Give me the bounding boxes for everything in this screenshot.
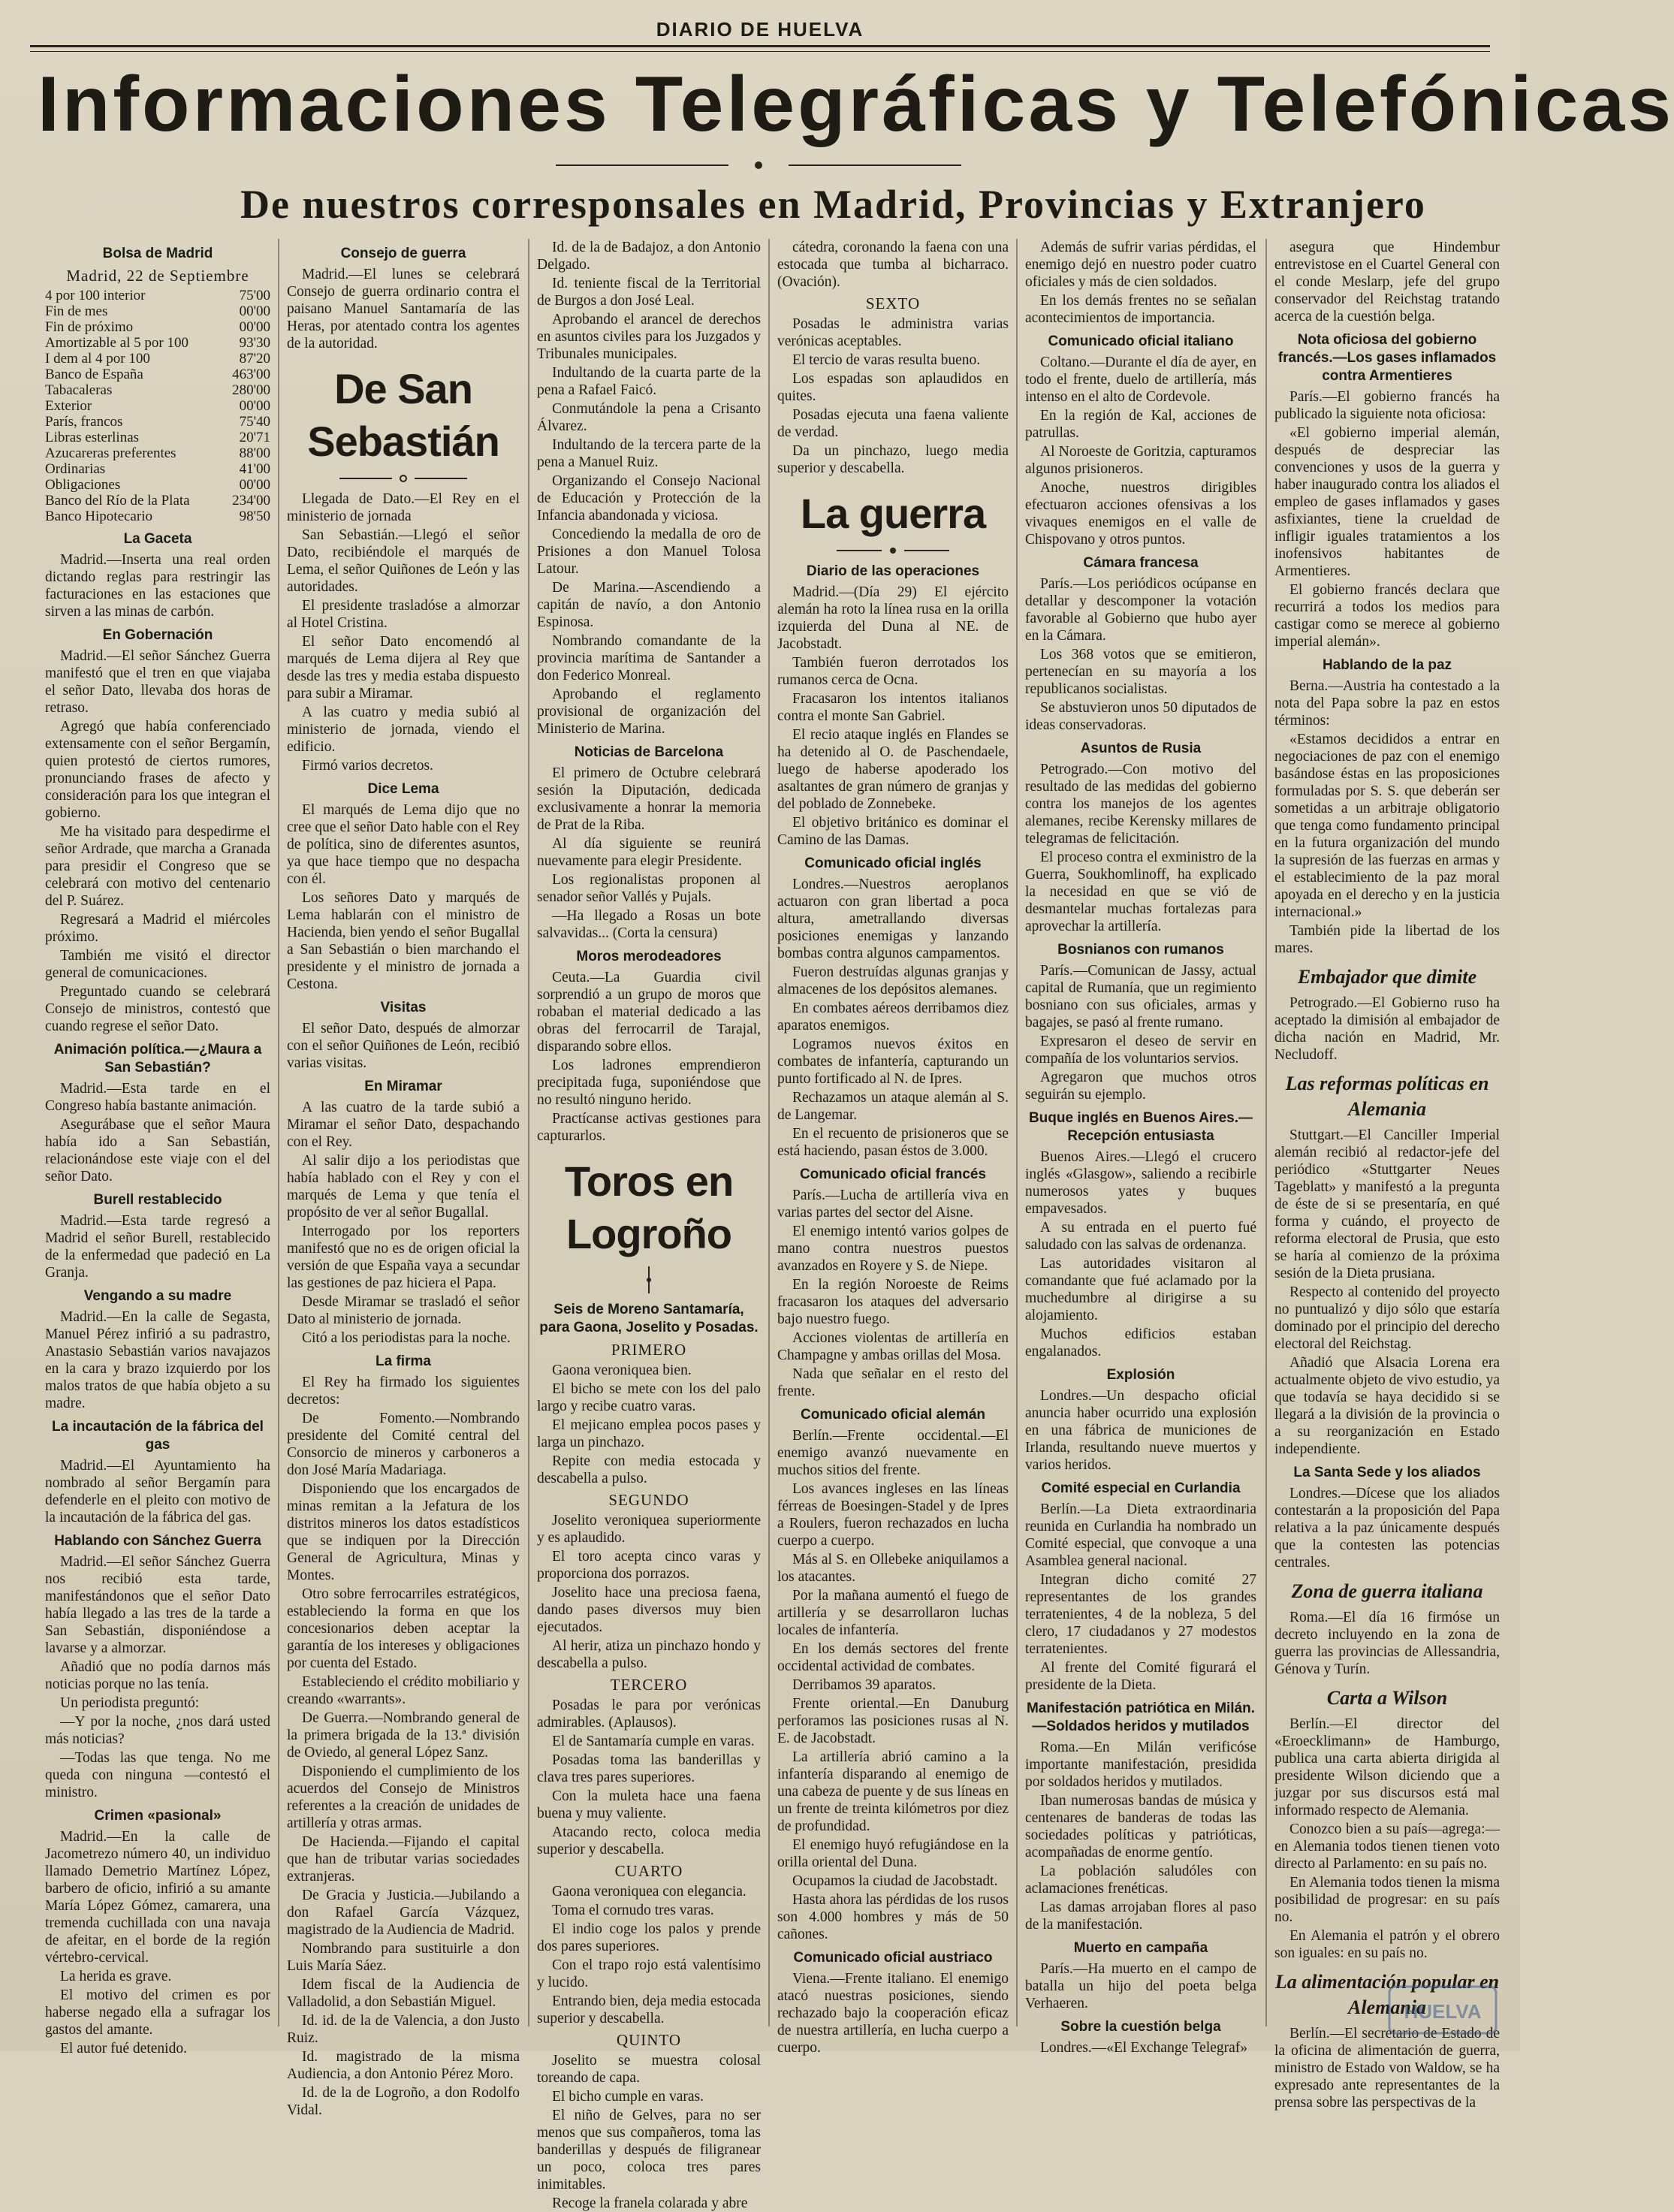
paragraph: Otro sobre ferrocarriles estratégicos, estableciendo la forma en que los concesionarios deben aceptar la garantía de los intereses y obligaciones por cuenta del Estado. [287, 1586, 520, 1671]
paragraph: Gaona veroniquea con elegancia. [552, 1884, 747, 1900]
paragraph: Madrid.—El señor Sánchez Guerra manifestó que el tren en que viajaba el señor Dato, llevaba dos horas de retraso. [45, 648, 270, 716]
bolsa-table [45, 288, 270, 524]
paragraph: El toro acepta cinco varas y proporciona dos porrazos. [537, 1549, 761, 1582]
paragraph: El indio coge los palos y prende dos pares superiores. [537, 1921, 761, 1954]
bolsa-title: Bolsa de Madrid [102, 246, 213, 261]
toro-heading: PRIMERO [611, 1341, 687, 1359]
paragraph: Frente oriental.—En Danuburg perforamos las posiciones rusas al N. E. de Jacobstadt. [777, 1696, 1009, 1746]
paragraph: Por la mañana aumentó el fuego de artillería y se desarrollaron luchas locales de infantería. [777, 1588, 1009, 1638]
section-heading: Comunicado oficial italiano [1048, 333, 1234, 349]
paragraph: Logramos nuevos éxitos en combates de infantería, capturando un punto fortificado al N. de Ipres. [777, 1037, 1009, 1087]
paragraph: De Marina.—Ascendiendo a capitán de navío, a don Antonio Espinosa. [537, 580, 761, 630]
section-heading: Manifestación patriótica en Milán.—Soldados heridos y mutilados [1026, 1700, 1256, 1734]
toro-heading: QUINTO [616, 2031, 682, 2049]
paragraph: París.—Ha muerto en el campo de batalla un hijo del poeta belga Verhaeren. [1025, 1961, 1256, 2011]
paragraph: París.—Lucha de artillería viva en varias partes del sector del Aisne. [777, 1187, 1009, 1221]
section-heading: En Miramar [364, 1079, 442, 1094]
paragraph: Nada que señalar en el resto del frente. [777, 1366, 1009, 1399]
paragraph: Añadió que no podía darnos más noticias porque no las tenía. [45, 1659, 270, 1692]
paragraph: Concediendo la medalla de oro de Prisiones a don Manuel Tolosa Latour. [537, 527, 761, 577]
bolsa-label: Fin de próximo [45, 319, 134, 335]
paragraph: Londres.—Dícese que los aliados contestarán a la proposición del Papa relativa a la paz únicamente después que la contesten las potencias centrales. [1274, 1486, 1500, 1571]
bolsa-row [45, 351, 270, 367]
paragraph: Madrid.—(Día 29) El ejército alemán ha roto la línea rusa en la orilla izquierda del Duna al NE. de Jacobstadt. [777, 584, 1009, 652]
column-6 [1274, 239, 1500, 2111]
paragraph: —Todas las que tenga. No me queda con ninguna —contestó el ministro. [45, 1750, 270, 1800]
section-heading: Hablando de la paz [1322, 657, 1452, 673]
ornament-rule [837, 545, 949, 557]
paragraph: El primero de Octubre celebrará sesión la Diputación, dedicada exclusivamente a honrar la memoria de Prat de la Riba. [537, 765, 761, 833]
paragraph: Roma.—El día 16 firmóse un decreto incluyendo en la zona de guerra las provincias de Allessandria, Génova y Turín. [1274, 1610, 1500, 1677]
paragraph: Rechazamos un ataque alemán al S. de Langemar. [777, 1090, 1009, 1123]
section-heading: Burell restablecido [93, 1192, 222, 1208]
paragraph: Nombrando para sustituirle a don Luis María Sáez. [287, 1941, 520, 1974]
section-heading: Diario de las operaciones [806, 563, 980, 579]
paragraph: El señor Dato, después de almorzar con el señor Quiñones de León, recibió varias visitas. [287, 1021, 520, 1071]
section-heading: Sobre la cuestión belga [1060, 2019, 1221, 2035]
paragraph: Joselito hace una preciosa faena, dando pases diversos muy bien ejecutados. [537, 1585, 761, 1635]
library-stamp-seal [1386, 1984, 1499, 2036]
paragraph: A las cuatro y media subió al ministerio de jornada, viendo el edificio. [287, 705, 520, 755]
column-rule [768, 239, 770, 2026]
paragraph: Iban numerosas bandas de música y centenares de banderas de todas las sociedades políticas y patrióticas, acompañadas de enorme gentío. [1025, 1793, 1256, 1860]
paragraph: Stuttgart.—El Canciller Imperial alemán recibió al redactor-jefe del periódico «Stuttgarter Neues Tageblatt» y manifestó a la pregunta de éste de si se presentaría, en qué forma y cuándo, el proyecto de reforma electoral de Prusia, que esto se haría al comienzo de la próxima sesión de la Dieta prusiana. [1274, 1127, 1500, 1281]
section-heading: Hablando con Sánchez Guerra [54, 1533, 261, 1549]
section-heading: Dice Lema [367, 781, 439, 797]
bolsa-value: 00'00 [239, 303, 270, 319]
paragraph: El niño de Gelves, para no ser menos que sus compañeros, toma las banderillas y después de filigranear un poco, coloca tres pares inimitables. [537, 2108, 761, 2192]
paragraph: Fueron destruídas algunas granjas y almacenes de los depósitos alemanes. [777, 964, 1009, 997]
bolsa-label: Ordinarias [45, 461, 106, 477]
paragraph: De Hacienda.—Fijando el capital que han de tributar varias sociedades extranjeras. [287, 1834, 520, 1885]
paragraph: Indultando de la tercera parte de la pena a Manuel Ruiz. [537, 437, 761, 470]
paragraph: De Gracia y Justicia.—Jubilando a don Rafael García Vázquez, magistrado de la Audiencia de Madrid. [287, 1888, 520, 1938]
bolsa-row [45, 335, 270, 351]
toros-sexto: SEXTO [865, 294, 921, 312]
toro-heading: TERCERO [610, 1676, 688, 1694]
paragraph: Posadas le administra varias verónicas aceptables. [777, 316, 1009, 349]
masthead-title: Informaciones Telegráficas y Telefónicas [38, 61, 1674, 148]
paragraph: Id. de la de Badajoz, a don Antonio Delgado. [537, 240, 761, 273]
paragraph: Agregaron que muchos otros seguirán su ejemplo. [1025, 1070, 1256, 1103]
section-heading: En Gobernación [102, 627, 213, 643]
paragraph: Además de sufrir varias pérdidas, el enemigo dejó en nuestro poder cuatro oficiales y más de cien soldados. [1025, 240, 1256, 290]
paragraph: Nombrando comandante de la provincia marítima de Santander a don Federico Monreal. [537, 633, 761, 684]
paragraph: También me visitó el director general de comunicaciones. [45, 948, 270, 981]
paragraph: Un periodista preguntó: [60, 1695, 200, 1711]
paragraph: Fracasaron los intentos italianos contra el monte San Gabriel. [777, 691, 1009, 724]
bolsa-row [45, 319, 270, 335]
paragraph: cátedra, coronando la faena con una estocada que tumba al bicharraco. (Ovación). [777, 240, 1009, 290]
paragraph: Respecto al contenido del proyecto no puntualizó y dijo sólo que estaría dominado por el principio del derecho electoral del Reichstag. [1274, 1284, 1500, 1352]
paragraph: Disponiendo el cumplimiento de los acuerdos del Consejo de Ministros referentes a la creación de unidades de artillería y otras armas. [287, 1764, 520, 1831]
paragraph: Al día siguiente se reunirá nuevamente para elegir Presidente. [537, 836, 761, 869]
section-heading: Vengando a su madre [83, 1288, 232, 1304]
bolsa-label: Banco del Río de la Plata [45, 493, 190, 508]
paragraph: Los 368 votos que se emitieron, pertenecían en su mayoría a los republicanos socialistas. [1025, 647, 1256, 697]
section-heading: Crimen «pasional» [94, 1808, 222, 1824]
running-head-rule [30, 51, 1490, 52]
paragraph: El enemigo intentó varios golpes de mano contra nuestros puestos avanzados en Royere y S. de Niepe. [777, 1224, 1009, 1274]
paragraph: Roma.—En Milán verificóse importante manifestación, presidida por soldados heridos y mutilados. [1025, 1740, 1256, 1790]
section-heading-italic: Carta a Wilson [1326, 1687, 1448, 1709]
paragraph: Derribamos 39 aparatos. [792, 1677, 937, 1693]
paragraph: Al Noroeste de Goritzia, capturamos algunos prisioneros. [1025, 444, 1256, 477]
paragraph: El gobierno francés declara que recurrirá a todos los medios para castigar como se merece al gobierno imperial alemán». [1274, 582, 1500, 650]
paragraph: Entrando bien, deja media estocada superior y descabella. [537, 1993, 761, 2026]
paragraph: A su entrada en el puerto fué saludado con las salvas de ordenanza. [1025, 1220, 1256, 1253]
paragraph: Interrogado por los reporters manifestó que no es de origen oficial la versión de que España vaya a secundar las gestiones de paz hiciera el Papa. [287, 1224, 520, 1291]
bolsa-row [45, 367, 270, 382]
stamp-text: HUELVA [1404, 2000, 1482, 2023]
paragraph: Viena.—Frente italiano. El enemigo atacó nuestras posiciones, siendo rechazado bajo la cooperación eficaz de nuestra artillería, en lucha cuerpo a cuerpo. [777, 1971, 1009, 2056]
bolsa-row [45, 303, 270, 319]
paragraph: Posadas ejecuta una faena valiente de verdad. [777, 407, 1009, 440]
section-heading: Comunicado oficial inglés [804, 856, 982, 871]
paragraph: Citó a los periodistas para la noche. [302, 1330, 511, 1346]
paragraph: Indultando de la cuarta parte de la pena a Rafael Faicó. [537, 365, 761, 398]
paragraph: Da un pinchazo, luego media superior y descabella. [777, 443, 1009, 476]
paragraph: Londres.—Nuestros aeroplanos actuaron con gran libertad a poca altura, ametrallando diversas posiciones enemigas y lanzando bombas contra algunos campamentos. [777, 877, 1009, 961]
bolsa-value: 87'20 [239, 351, 270, 367]
paragraph: El Rey ha firmado los siguientes decretos: [287, 1375, 520, 1408]
paragraph: Madrid.—Inserta una real orden dictando reglas para restringir las facturaciones en las estaciones que sirven a las minas de carbón. [45, 552, 270, 620]
column-2 [287, 239, 520, 2118]
paragraph: Los regionalistas proponen al senador señor Vallés y Pujals. [537, 872, 761, 905]
paragraph: En Alemania todos tienen la misma posibilidad de progresar: en su país no. [1274, 1875, 1500, 1925]
bolsa-label: Azucareras preferentes [45, 445, 176, 461]
bolsa-value: 20'71 [239, 430, 270, 445]
paragraph: Desde Miramar se trasladó el señor Dato al ministerio de jornada. [287, 1294, 520, 1327]
paragraph: Las autoridades visitaron al comandante que fué aclamado por la muchedumbre al dirigirse a su alojamiento. [1025, 1256, 1256, 1323]
bolsa-date: Madrid, 22 de Septiembre [66, 267, 249, 285]
paragraph: Berlín.—La Dieta extraordinaria reunida en Curlandia ha nombrado un Comité especial, que convoque a una Asamblea general nacional. [1025, 1501, 1256, 1569]
paragraph: Al frente del Comité figurará el presidente de la Dieta. [1025, 1660, 1256, 1693]
paragraph: Posadas toma las banderillas y clava tres pares superiores. [537, 1752, 761, 1785]
bolsa-row [45, 493, 270, 508]
paragraph: Asegurábase que el señor Maura había ido a San Sebastián, relacionándose este viaje con el del señor Dato. [45, 1117, 270, 1184]
paragraph: Se abstuvieron unos 50 diputados de ideas conservadoras. [1025, 700, 1256, 733]
running-head-text: DIARIO DE HUELVA [656, 18, 864, 41]
paragraph: El objetivo británico es dominar el Camino de las Damas. [777, 815, 1009, 848]
section-heading: Nota oficiosa del gobierno francés.—Los gases inflamados contra Armentieres [1277, 332, 1497, 384]
bolsa-value: 00'00 [239, 398, 270, 414]
paragraph: Con la muleta hace una faena buena y muy valiente. [537, 1788, 761, 1821]
paragraph: También fueron derrotados los rumanos cerca de Ocna. [777, 655, 1009, 688]
section-heading: La incautación de la fábrica del gas [52, 1419, 264, 1453]
bolsa-label: Banco de España [45, 367, 143, 382]
paragraph: En Alemania el patrón y el obrero son iguales: en su país no. [1274, 1928, 1500, 1961]
paragraph: Recoge la franela colarada y abre [552, 2195, 748, 2211]
section-heading-italic: Embajador que dimite [1297, 966, 1477, 988]
paragraph: Conmutándole la pena a Crisanto Álvarez. [537, 401, 761, 434]
bolsa-value: 75'40 [239, 414, 270, 430]
section-heading-italic: Zona de guerra italiana [1291, 1580, 1483, 1602]
paragraph: Madrid.—El lunes se celebrará Consejo de guerra ordinario contra el paisano Manuel Santamaría de las Heras, por atentado contra los agentes de la autoridad. [287, 267, 520, 352]
paragraph: Estableciendo el crédito mobiliario y creando «warrants». [287, 1674, 520, 1707]
paragraph: —Ha llegado a Rosas un bote salvavidas... (Corta la censura) [537, 908, 761, 941]
paragraph: La herida es grave. [60, 1969, 172, 1984]
paragraph: Londres.—«El Exchange Telegraf» [1040, 2040, 1248, 2056]
paragraph: Buenos Aires.—Llegó el crucero inglés «Glasgow», saliendo a recibirle numerosos yates y buques empavesados. [1025, 1149, 1256, 1217]
paragraph: Regresará a Madrid el miércoles próximo. [45, 912, 270, 945]
paragraph: Petrogrado.—El Gobierno ruso ha aceptado la dimisión al embajador de dicha nación en Madrid, Mr. Necludoff. [1274, 995, 1500, 1063]
bolsa-row [45, 414, 270, 430]
paragraph: En los demás sectores del frente occidental actividad de combates. [777, 1641, 1009, 1674]
paragraph: Llegada de Dato.—El Rey en el ministerio de jornada [287, 491, 520, 524]
paragraph: Madrid.—El señor Sánchez Guerra nos recibió esta tarde, manifestándonos que el señor Dato había llegado a las tres de la tarde a San Sebastián, disponiéndose a lavarse y a almorzar. [45, 1554, 270, 1656]
bolsa-row [45, 288, 270, 303]
bolsa-label: Amortizable al 5 por 100 [45, 335, 189, 351]
paragraph: Agregó que había conferenciado extensamente con el señor Bergamín, quien protestó de ciertos rumores, pronunciando frases de afecto y consideración para los que integran el gobierno. [45, 719, 270, 821]
paragraph: Los avances ingleses en las líneas férreas de Boesingen-Stadel y de Ipres a Roulers, fueron rechazados en lucha cuerpo a cuerpo. [777, 1481, 1009, 1549]
paragraph: También pide la libertad de los mares. [1274, 923, 1500, 956]
section-heading: Visitas [380, 1000, 427, 1015]
paragraph: Gaona veroniquea bien. [552, 1363, 692, 1378]
paragraph: Id. id. de la de Valencia, a don Justo Ruiz. [287, 2013, 520, 2046]
paragraph: De Fomento.—Nombrando presidente del Comité central del Consorcio de mineros y carboneros a don José María Madariaga. [287, 1411, 520, 1478]
bolsa-label: Exterior [45, 398, 92, 414]
bolsa-value: 98'50 [239, 508, 270, 524]
section-heading: La Santa Sede y los aliados [1293, 1465, 1481, 1480]
paragraph: Id. magistrado de la misma Audiencia, a don Antonio Pérez Moro. [287, 2049, 520, 2082]
bolsa-value: 00'00 [239, 477, 270, 493]
paragraph: Repite con media estocada y descabella a pulso. [537, 1453, 761, 1486]
paragraph: El recio ataque inglés en Flandes se ha detenido al O. de Paschendaele, luego de haberse apoderado los asaltantes de gran número de granjas y del poblado de Zonnebeke. [777, 727, 1009, 812]
column-5 [1025, 239, 1256, 2056]
paragraph: Toma el cornudo tres varas. [552, 1903, 714, 1918]
bolsa-label: Fin de mes [45, 303, 108, 319]
section-heading: Consejo de guerra [340, 246, 466, 261]
section-heading: Muerto en campaña [1073, 1940, 1208, 1956]
paragraph: Posadas le para por verónicas admirables. (Aplausos). [537, 1697, 761, 1731]
paragraph: Acciones violentas de artillería en Champagne y ambas orillas del Mosa. [777, 1330, 1009, 1363]
running-head [30, 14, 1490, 47]
paragraph: El autor fué detenido. [60, 2041, 187, 2057]
paragraph: El presidente trasladóse a almorzar al Hotel Cristina. [287, 598, 520, 631]
paragraph: Muchos edificios estaban engalanados. [1025, 1326, 1256, 1359]
paragraph: El motivo del crimen es por haberse negado ella a sufragar los gastos del amante. [45, 1987, 270, 2038]
paragraph: Aprobando el reglamento provisional de organización del Ministerio de Marina. [537, 687, 761, 737]
paragraph: Me ha visitado para despedirme el señor Ardrade, que marcha a Granada para presidir el Congreso que se celebrará con motivo del centenario del P. Suárez. [45, 824, 270, 909]
paragraph: En los demás frentes no se señalan acontecimientos de importancia. [1025, 293, 1256, 326]
headline-toros: Toros en Logroño [564, 1157, 734, 1257]
paragraph: «El gobierno imperial alemán, después de despreciar las convenciones y usos de la guerra y haber inaugurado contra los aliados el empleo de gases inflamados y gases asfixiantes, tiene la crueldad de infligir iguales tratamientos a los inofensivos habitantes de Armentieres. [1274, 425, 1500, 579]
paragraph: Integran dicho comité 27 representantes de los grandes terratenientes, 4 de la nobleza, 5 del clero, 17 ciudadanos y 27 modestos terratenientes. [1025, 1572, 1256, 1657]
section-heading: Animación política.—¿Maura a San Sebastián? [53, 1042, 262, 1076]
paragraph: Con el trapo rojo está valentísimo y lucido. [537, 1957, 761, 1990]
paragraph: En la región de Kal, acciones de patrullas. [1025, 408, 1256, 441]
paragraph: Firmó varios decretos. [302, 758, 433, 774]
paragraph: Anoche, nuestros dirigibles efectuaron acciones ofensivas a los vivaques enemigos en el valle de Chispovano y otros puntos. [1025, 480, 1256, 548]
section-heading: Bosnianos con rumanos [1057, 942, 1224, 958]
paragraph: asegura que Hindembur entrevistose en el Cuartel General con el conde Meslarp, jefe del grupo conservador del Reichstag tratando acerca de la cuestión belga. [1274, 240, 1500, 324]
bolsa-row [45, 382, 270, 398]
paragraph: Idem fiscal de la Audiencia de Valladolid, a don Sebastián Miguel. [287, 1977, 520, 2010]
paragraph: Los ladrones emprendieron precipitada fuga, suponiéndose que no resultó ninguno herido. [537, 1058, 761, 1108]
paragraph: Más al S. en Ollebeke aniquilamos a los atacantes. [777, 1552, 1009, 1585]
paragraph: El enemigo huyó refugiándose en la orilla oriental del Duna. [777, 1837, 1009, 1870]
column-rule [1016, 239, 1018, 2026]
bolsa-row [45, 445, 270, 461]
section-heading: Comunicado oficial francés [799, 1166, 987, 1182]
paragraph: Atacando recto, coloca media superior y descabella. [537, 1824, 761, 1857]
bolsa-row [45, 398, 270, 414]
bolsa-value: 88'00 [239, 445, 270, 461]
paragraph: El mejicano emplea pocos pases y larga un pinchazo. [537, 1417, 761, 1450]
section-heading: Noticias de Barcelona [574, 744, 724, 760]
paragraph: París.—Los periódicos ocúpanse en detallar y descomponer la votación favorable al Gobierno que hubo ayer en la Cámara. [1025, 576, 1256, 644]
subheading [240, 170, 1426, 239]
bolsa-label: Banco Hipotecario [45, 508, 152, 524]
paragraph: Hasta ahora las pérdidas de los rusos son 4.000 hombres y más de 50 cañones. [777, 1892, 1009, 1942]
paragraph: Aprobando el arancel de derechos en asuntos civiles para los Juzgados y Tribunales municipales. [537, 312, 761, 362]
bolsa-label: Libras esterlinas [45, 430, 140, 445]
paragraph: Organizando el Consejo Nacional de Educación y Protección de la Infancia abandonada y viciosa. [537, 473, 761, 524]
bolsa-row [45, 430, 270, 445]
bolsa-label: 4 por 100 interior [45, 288, 146, 303]
paragraph: Ceuta.—La Guardia civil sorprendió a un grupo de moros que robaban el material dedicado a las obras del ferrocarril de Tarajal, disparando sobre ellos. [537, 970, 761, 1055]
bolsa-row [45, 508, 270, 524]
section-heading: Comunicado oficial austriaco [793, 1950, 993, 1966]
section-heading: Comunicado oficial alemán [801, 1407, 985, 1423]
paragraph: Al salir dijo a los periodistas que había hablado con el Rey y con el marqués de Lema y que tenía el propósito de ver al señor Bugallal. [287, 1153, 520, 1221]
ornament-flourish [634, 1265, 664, 1295]
paragraph: Berna.—Austria ha contestado a la nota del Papa sobre la paz en estos términos: [1274, 678, 1500, 729]
paragraph: De Guerra.—Nombrando general de la primera brigada de la 13.ª división de Oviedo, al general López Sanz. [287, 1710, 520, 1761]
paragraph: Joselito se muestra colosal toreando de capa. [537, 2053, 761, 2086]
paragraph: Preguntado cuando se celebrará Consejo de ministros, contestó que cuando regrese el señor Dato. [45, 984, 270, 1034]
paragraph: Madrid.—Esta tarde regresó a Madrid el señor Burell, restablecido de la enfermedad que padeció en La Granja. [45, 1213, 270, 1281]
paragraph: Madrid.—En la calle de Segasta, Manuel Pérez infirió a su padrastro, Anastasio Sebastián varios navajazos en la cara y brazo izquierdo por los malos tratos de que había objeto a su madre. [45, 1309, 270, 1411]
bolsa-label: I dem al 4 por 100 [45, 351, 150, 367]
paragraph: En la región Noroeste de Reims fracasaron los ataques del adversario bajo nuestro fuego. [777, 1277, 1009, 1327]
subheading-text: De nuestros corresponsales en Madrid, Provincias y Extranjero [240, 182, 1426, 227]
paragraph: El marqués de Lema dijo que no cree que el señor Dato hable con el Rey de política, sino de diferentes asuntos, ya que hace tiempo que no despacha con él. [287, 802, 520, 887]
section-heading: La firma [376, 1353, 431, 1369]
paragraph: Madrid.—Esta tarde en el Congreso había bastante animación. [45, 1081, 270, 1114]
paragraph: Id. de la de Logroño, a don Rodolfo Vidal. [287, 2085, 520, 2118]
paragraph: Conozco bien a su país—agrega:—en Alemania todos tienen tienen voto directo al Parlamento: en su país no. [1274, 1821, 1500, 1872]
bolsa-row [45, 477, 270, 493]
bolsa-label: París, francos [45, 414, 123, 430]
section-heading: Cámara francesa [1083, 555, 1199, 571]
section-heading: Buque inglés en Buenos Aires.—Recepción entusiasta [1028, 1110, 1253, 1144]
section-heading: Comité especial en Curlandia [1041, 1480, 1241, 1496]
paragraph: El bicho cumple en varas. [552, 2089, 704, 2105]
column-rule [528, 239, 529, 2026]
paragraph: San Sebastián.—Llegó el señor Dato, recibiéndole el marqués de Lema, el señor Quiñones de León y las autoridades. [287, 527, 520, 595]
paragraph: En el recuento de prisioneros que se está haciendo, pasan éstos de 3.000. [777, 1126, 1009, 1159]
paragraph: Los espadas son aplaudidos en quites. [777, 371, 1009, 404]
paragraph: —Y por la noche, ¿nos dará usted más noticias? [45, 1714, 270, 1747]
paragraph: El tercio de varas resulta bueno. [792, 352, 981, 368]
paragraph: Al herir, atiza un pinchazo hondo y descabella a pulso. [537, 1638, 761, 1671]
bolsa-value: 41'00 [239, 461, 270, 477]
bolsa-label: Tabacaleras [45, 382, 113, 398]
paragraph: Berlín.—El director del «Eroecklimann» de Hamburgo, publica una carta abierta dirigida al presidente Wilson diciendo que a juzgar por sus discursos está mal informado respecto de Alemania. [1274, 1716, 1500, 1818]
paragraph: Coltano.—Durante el día de ayer, en todo el frente, duelo de artillería, más intenso en el alto de Cordevole. [1025, 355, 1256, 405]
paragraph: Madrid.—En la calle de Jacometrezo número 40, un individuo llamado Demetrio Martínez López, barbero de oficio, infirió a su amante María López Gómez, camarera, una tremenda cuchillada con una navaja de afeitar, en el borde de la región vértebro-cervical. [45, 1829, 270, 1966]
paragraph: Petrogrado.—Con motivo del resultado de las medidas del gobierno contra los manejos de los agentes alemanes, recibe Kerensky millares de telegramas de felicitación. [1025, 762, 1256, 846]
section-heading-italic: Las reformas políticas en Alemania [1285, 1073, 1489, 1120]
section-heading: Moros merodeadores [576, 949, 722, 964]
bolsa-row [45, 461, 270, 477]
bolsa-value: 463'00 [232, 367, 270, 382]
section-heading: Explosión [1106, 1367, 1175, 1383]
paragraph: Los señores Dato y marqués de Lema hablarán con el ministro de Hacienda, bien yendo el señor Bugallal a San Sebastián o bien marchando el presidente y el ministro de jornada a Cestona. [287, 890, 520, 992]
bolsa-value: 00'00 [239, 319, 270, 335]
paragraph: Ocupamos la ciudad de Jacobstadt. [792, 1873, 998, 1889]
paragraph: Joselito veroniquea superiormente y es aplaudido. [537, 1513, 761, 1546]
paragraph: La artillería abrió camino a la infantería disparando al enemigo de una cabeza de puente y de sus líneas en un frente de treinta kilómetros por diez de profundidad. [777, 1749, 1009, 1834]
bolsa-label: Obligaciones [45, 477, 121, 493]
paragraph: El bicho se mete con los del palo largo y recibe cuatro varas. [537, 1381, 761, 1414]
paragraph: A las cuatro de la tarde subió a Miramar el señor Dato, despachando con el Rey. [287, 1100, 520, 1150]
column-rule [278, 239, 279, 2026]
bolsa-value: 93'30 [239, 335, 270, 351]
toros-subheading: Seis de Moreno Santamaría, para Gaona, Joselito y Posadas. [539, 1302, 759, 1335]
paragraph: Practícanse activas gestiones para capturarlos. [537, 1111, 761, 1144]
paragraph: El proceso contra el exministro de la Guerra, Soukhomlinoff, ha explicado la necesidad en que se vió de desmantelar muchas fortalezas para aprovechar la artillería. [1025, 849, 1256, 934]
paragraph: Londres.—Un despacho oficial anuncia haber ocurrido una explosión en una fábrica de municiones de Irlanda, resultando nueve muertos y varios heridos. [1025, 1388, 1256, 1473]
section-heading: La Gaceta [123, 531, 192, 547]
column-4 [777, 239, 1009, 2056]
column-3 [537, 239, 761, 2211]
paragraph: «Estamos decididos a entrar en negociaciones de paz con el enemigo basándose éstas en las proposiciones formuladas por S. S. que deberán ser sometidas a un arbitraje obligatorio que tenga como fundamento principal en la futura organización del mundo la supresión de las fuerzas en armas y el establecimiento de la paz moral apoyada en el derecho y en la justicia internacional.» [1274, 732, 1500, 920]
section-heading: Asuntos de Rusia [1080, 741, 1202, 756]
ornament-rule [339, 472, 467, 484]
paragraph: Expresaron el deseo de servir en compañía de los voluntarios servios. [1025, 1034, 1256, 1067]
bolsa-value: 280'00 [232, 382, 270, 398]
column-1 [45, 239, 270, 2057]
paragraph: Las damas arrojaban flores al paso de la manifestación. [1025, 1900, 1256, 1933]
paragraph: París.—El gobierno francés ha publicado la siguiente nota oficiosa: [1274, 389, 1500, 422]
toro-heading: CUARTO [614, 1862, 683, 1880]
paragraph: Berlín.—El secretario de Estado de la oficina de alimentación de guerra, ministro de Estado von Waldow, se ha expresado ante representantes de la prensa sobre las perspectivas de la [1274, 2026, 1500, 2111]
section-heading-italic: La alimentación popular en Alemania [1274, 1971, 1500, 2018]
column-rule [1265, 239, 1267, 2026]
bolsa-value: 75'00 [239, 288, 270, 303]
paragraph: Disponiendo que los encargados de minas remitan a la Jefatura de los distritos mineros los datos estadísticos que se indiquen por la Dirección General de Agricultura, Minas y Montes. [287, 1481, 520, 1583]
paragraph: Berlín.—Frente occidental.—El enemigo avanzó nuevamente en muchos sitios del frente. [777, 1428, 1009, 1478]
paragraph: Madrid.—El Ayuntamiento ha nombrado al señor Bergamín para defenderle en el pleito con motivo de la incautación de la fábrica del gas. [45, 1458, 270, 1525]
paragraph: La población saludóles con aclamaciones frenéticas. [1025, 1863, 1256, 1897]
headline-san-sebastian: De San Sebastián [307, 365, 499, 465]
headline-la-guerra: La guerra [800, 490, 986, 537]
paragraph: Añadió que Alsacia Lorena era actualmente objeto de vivo estudio, ya que todavía se haya decidido si se llegará a la división de la provincia o a su reorganización en Estado independiente. [1274, 1355, 1500, 1457]
paragraph: Id. teniente fiscal de la Territorial de Burgos a don José Leal. [537, 276, 761, 309]
paragraph: El de Santamaría cumple en varas. [552, 1734, 755, 1749]
paragraph: En combates aéreos derribamos diez aparatos enemigos. [777, 1000, 1009, 1034]
toro-heading: SEGUNDO [608, 1491, 689, 1509]
paragraph: El señor Dato encomendó al marqués de Lema dijera al Rey que desde las tres y media estaba dispuesto para subir a Miramar. [287, 634, 520, 702]
bolsa-value: 234'00 [232, 493, 270, 508]
masthead [38, 56, 1674, 153]
paragraph: París.—Comunican de Jassy, actual capital de Rumanía, que un regimiento bosniano con sus oficiales, armas y bagajes, se pasó al frente rumano. [1025, 963, 1256, 1031]
